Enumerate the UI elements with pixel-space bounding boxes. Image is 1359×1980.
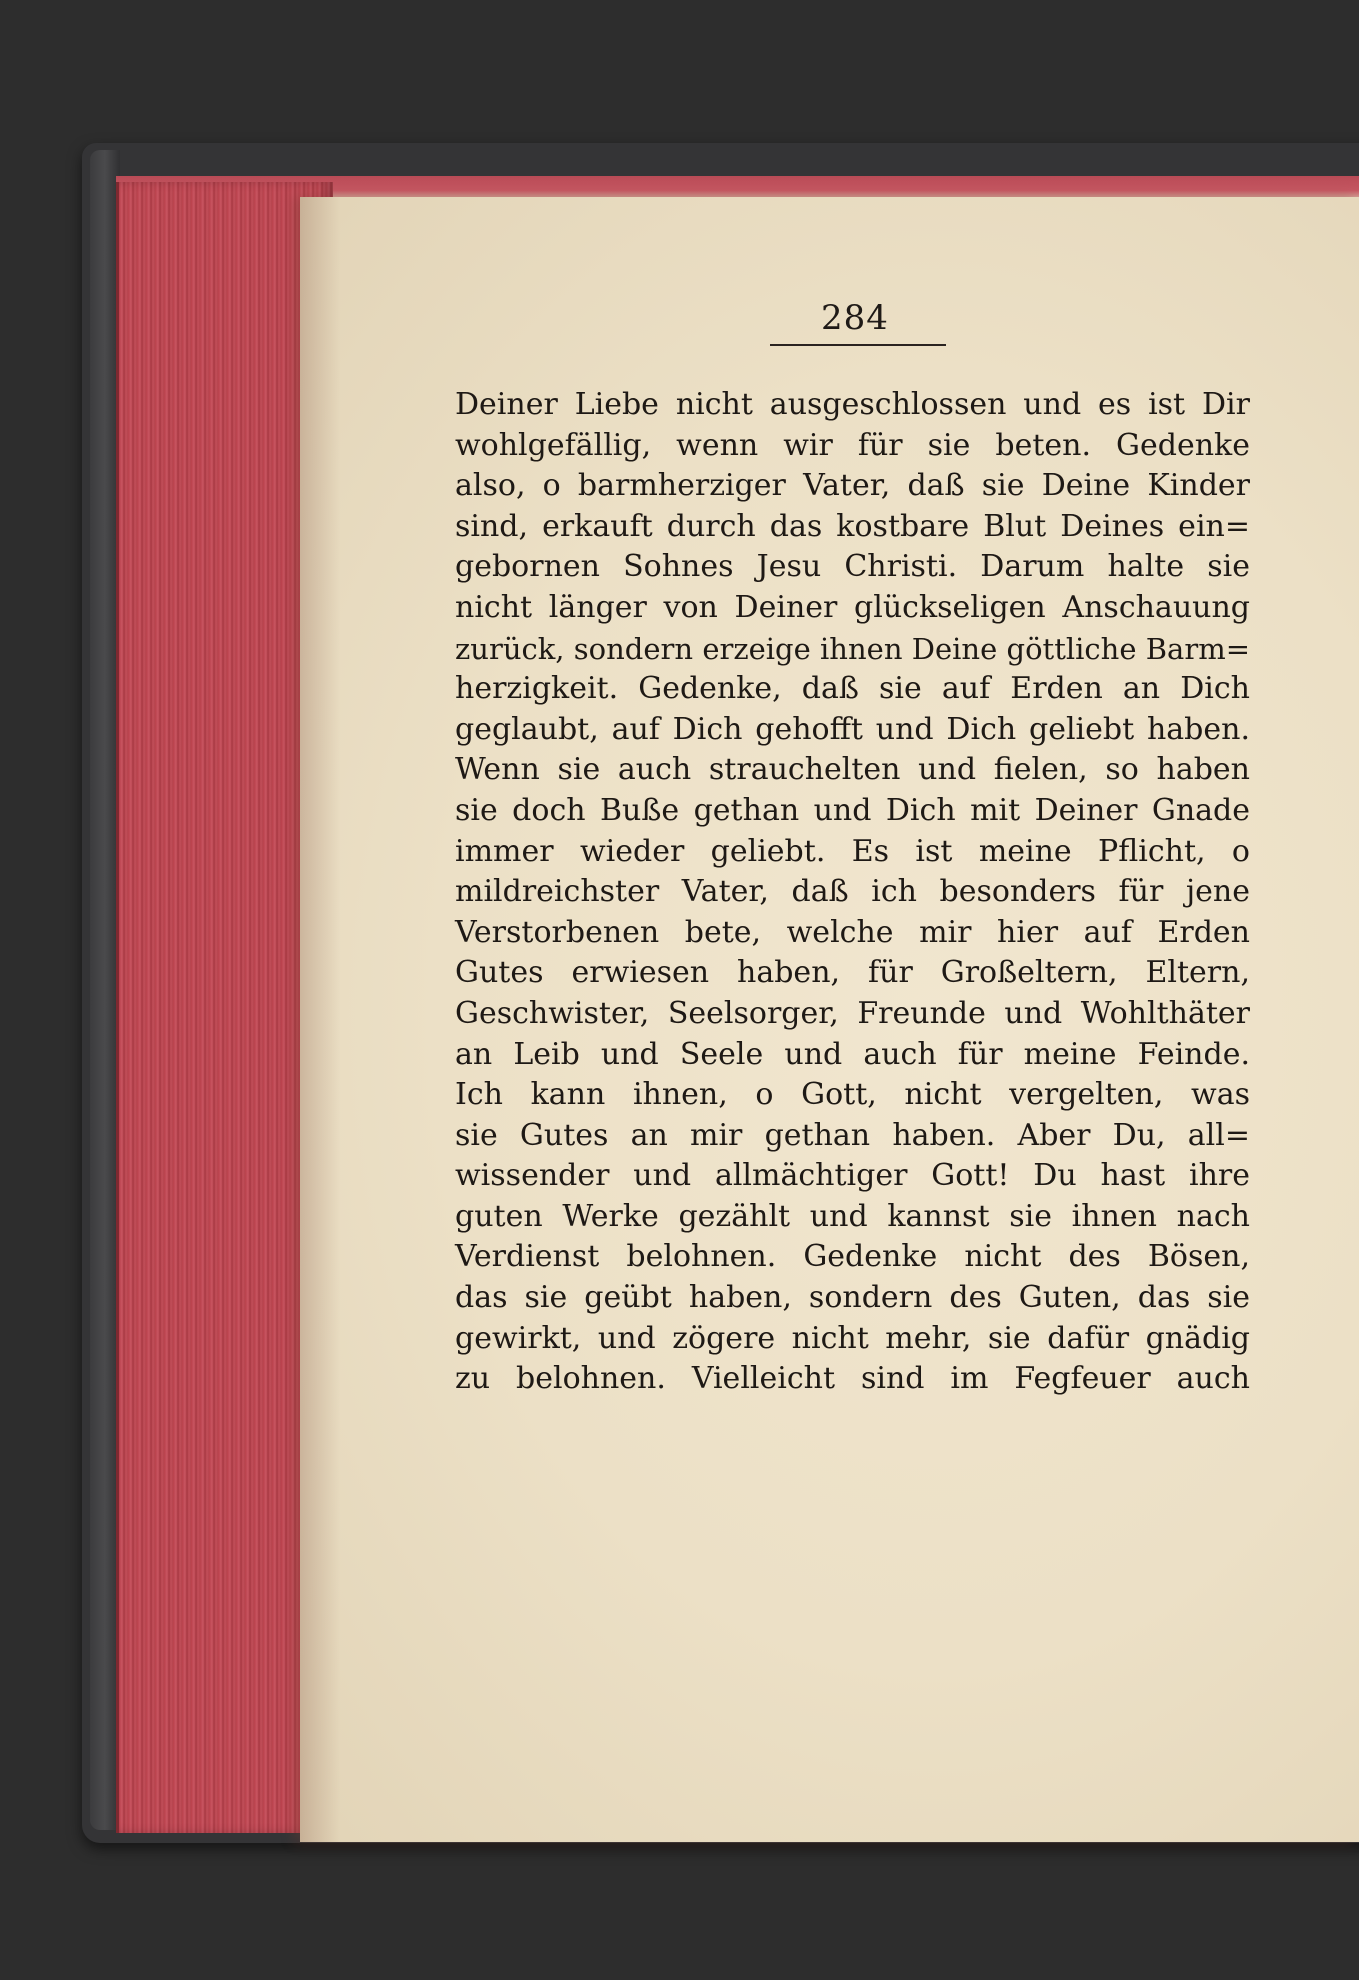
text-line: mildreichster Vater, daß ich besonders für jene: [455, 874, 1250, 910]
text-line: sie Gutes an mir gethan haben. Aber Du, all=: [455, 1117, 1250, 1153]
text-line: immer wieder geliebt. Es ist meine Pflicht, o: [455, 833, 1250, 869]
text-line: Verdienst belohnen. Gedenke nicht des Bösen,: [455, 1239, 1250, 1275]
text-line: nicht länger von Deiner glückseligen Anschauung: [455, 589, 1250, 625]
text-line: Gutes erwiesen haben, für Großeltern, Eltern,: [455, 955, 1250, 991]
text-line: sie doch Buße gethan und Dich mit Deiner Gnade: [455, 792, 1250, 828]
text-line: also, o barmherziger Vater, daß sie Deine Kinder: [455, 468, 1250, 504]
text-line: das sie geübt haben, sondern des Guten, das sie: [455, 1280, 1250, 1316]
text-line: sind, erkauft durch das kostbare Blut Deines ein=: [455, 508, 1250, 544]
text-line: Wenn sie auch strauchelten und fielen, so haben: [455, 752, 1250, 788]
text-line: Geschwister, Seelsorger, Freunde und Wohlthäter: [455, 995, 1250, 1031]
text-line: zurück, sondern erzeige ihnen Deine göttliche Barm=: [455, 631, 1250, 666]
text-line: Ich kann ihnen, o Gott, nicht vergelten, was: [455, 1077, 1250, 1113]
gutter-shadow: [300, 197, 340, 1842]
text-line: Verstorbenen bete, welche mir hier auf Erden: [455, 914, 1250, 950]
text-line: an Leib und Seele und auch für meine Feinde.: [455, 1036, 1250, 1072]
text-line: guten Werke gezählt und kannst sie ihnen nach: [455, 1198, 1250, 1234]
text-line: zu belohnen. Vielleicht sind im Fegfeuer auch: [455, 1361, 1250, 1397]
page-number: 284: [821, 298, 889, 338]
text-line: gewirkt, und zögere nicht mehr, sie dafür gnädig: [455, 1320, 1250, 1356]
text-line: wohlgefällig, wenn wir für sie beten. Gedenke: [455, 427, 1250, 463]
page-body-text: [455, 385, 1250, 1400]
text-line: geglaubt, auf Dich gehofft und Dich geliebt haben.: [455, 711, 1250, 747]
text-line: herzigkeit. Gedenke, daß sie auf Erden an Dich: [455, 671, 1250, 707]
text-line: Deiner Liebe nicht ausgeschlossen und es ist Dir: [455, 387, 1250, 422]
page-number-rule: [770, 344, 946, 346]
text-line: gebornen Sohnes Jesu Christi. Darum halte sie: [455, 549, 1250, 585]
text-line: wissender und allmächtiger Gott! Du hast ihre: [455, 1158, 1250, 1194]
